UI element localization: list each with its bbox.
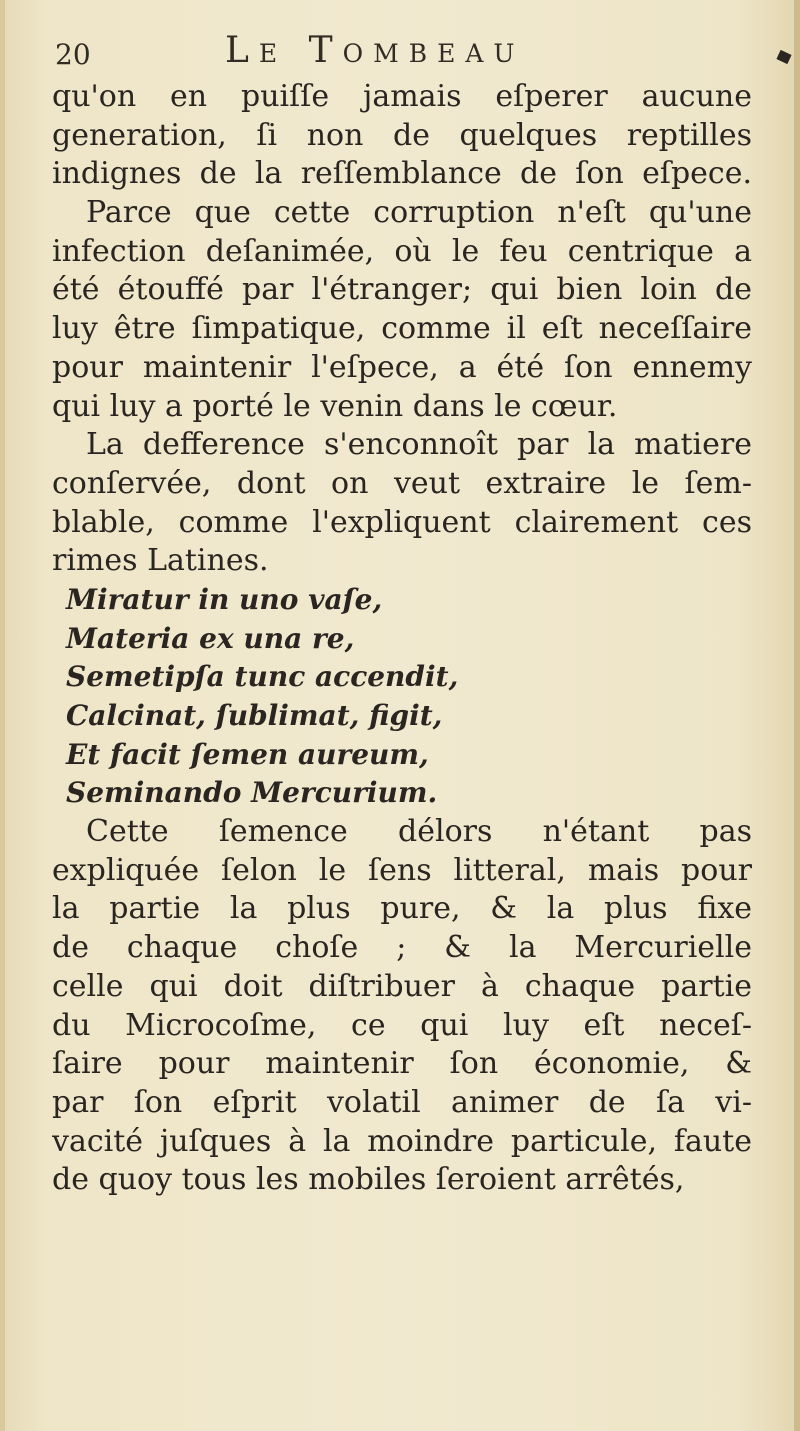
text-line: celle qui doit diſtribuer à chaque partie — [52, 968, 752, 1004]
text-line: par ſon eſprit volatil animer de ſa vi- — [52, 1084, 752, 1120]
text-line: expliquée ſelon le ſens litteral, mais pour — [52, 852, 752, 888]
page-text — [52, 78, 752, 1200]
page-number: 20 — [55, 38, 91, 71]
text-line: luy être ſimpatique, comme il eſt neceſſaire — [52, 311, 752, 347]
page-edge-right — [794, 0, 800, 1431]
verse-line: Seminando Mercurium. — [66, 776, 438, 810]
text-line: pour maintenir l'eſpece, a été ſon ennemy — [52, 349, 752, 385]
text-line: ſaire pour maintenir ſon économie, & — [52, 1046, 752, 1082]
text-line: rimes Latines. — [52, 543, 269, 579]
text-line: du Microcoſme, ce qui luy eſt neceſ- — [52, 1007, 752, 1043]
running-title: Le Tombeau — [225, 30, 525, 71]
text-line: la partie la plus pure, & la plus fixe — [52, 891, 752, 927]
ink-mark — [776, 50, 791, 64]
text-line: infection deſanimée, où le feu centrique a — [52, 233, 752, 269]
verse-line: Et facit ſemen aureum, — [66, 737, 429, 771]
text-line: vacité juſques à la moindre particule, faute — [52, 1123, 752, 1159]
page-header — [55, 30, 755, 80]
verse-line: Calcinat, ſublimat, figit, — [66, 699, 443, 732]
page-edge-left — [0, 0, 5, 1431]
text-line: de quoy tous les mobiles ſeroient arrêtés, — [52, 1162, 685, 1198]
text-line: qui luy a porté le venin dans le cœur. — [52, 388, 618, 424]
text-line: La defference s'enconnoît par la matiere — [86, 427, 752, 463]
text-line: Parce que cette corruption n'eſt qu'une — [86, 195, 752, 231]
text-line: indignes de la reſſemblance de ſon eſpece. — [52, 156, 752, 192]
text-line: de chaque choſe ; & la Mercurielle — [52, 930, 752, 966]
text-line: generation, ſi non de quelques reptilles — [52, 117, 752, 153]
text-line: conſervée, dont on veut extraire le ſem- — [52, 465, 752, 501]
verse-line: Miratur in uno vaſe, — [66, 582, 383, 616]
text-line: blable, comme l'expliquent clairement ces — [52, 504, 752, 540]
verse-line: Materia ex una re, — [66, 621, 355, 655]
text-line: été étouffé par l'étranger; qui bien loin de — [52, 272, 752, 308]
text-line: Cette ſemence délors n'étant pas — [86, 814, 752, 850]
verse-line: Semetipſa tunc accendit, — [66, 660, 459, 694]
text-line: qu'on en puiſſe jamais eſperer aucune — [52, 79, 752, 114]
